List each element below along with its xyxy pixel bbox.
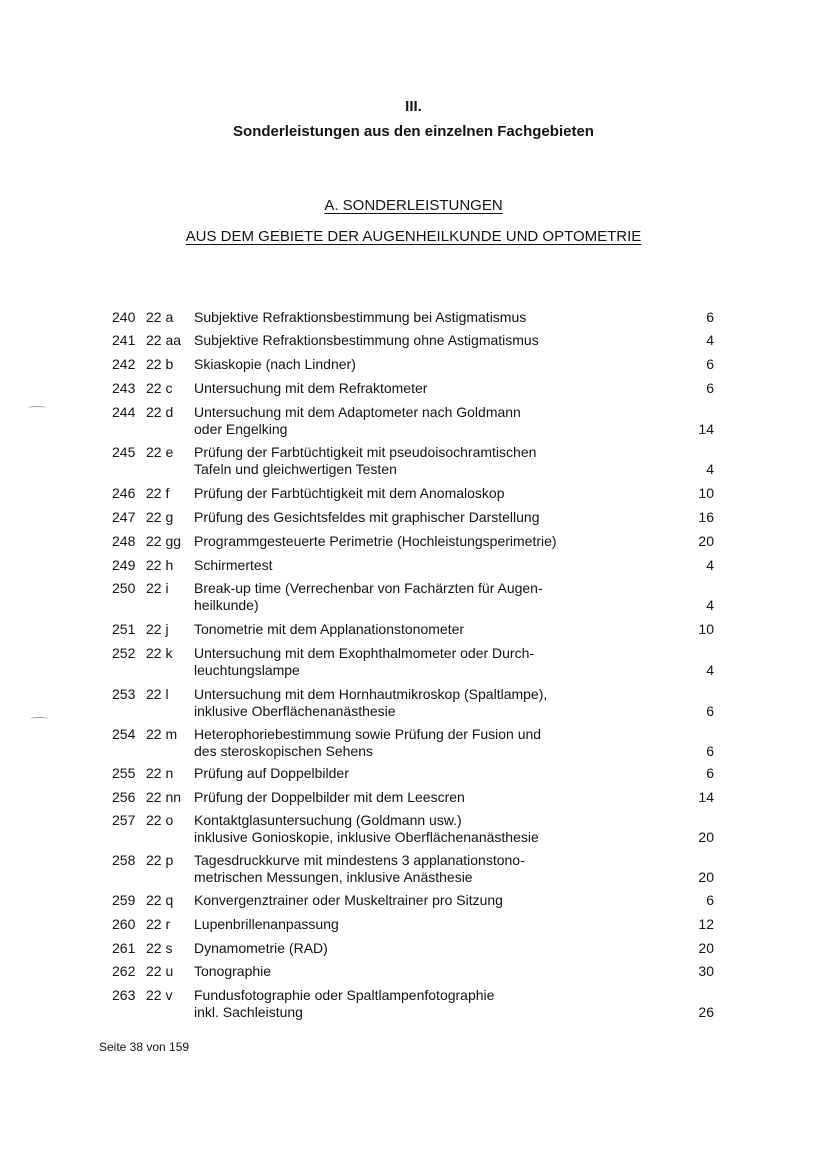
entry-code: 22 m [146,726,178,742]
entry-description-line: des steroskopischen Sehens [194,743,373,759]
entry-code: 22 f [146,485,170,501]
entry-description-line: Break-up time (Verrechenbar von Fachärzten für Augen- [194,580,543,596]
entry-description-line: Tagesdruckkurve mit mindestens 3 applanationstono- [194,852,525,868]
entry-description-line: Kontaktglasuntersuchung (Goldmann usw.) [194,812,462,828]
entry-description [194,332,664,349]
entry-points: 4 [706,332,714,348]
entry-description-line: Prüfung auf Doppelbilder [194,765,349,781]
entry-description-line: Fundusfotographie oder Spaltlampenfotographie [194,987,495,1003]
entry-number: 240 [112,309,136,325]
entry-number: 258 [112,852,136,868]
entry-code: 22 nn [146,789,182,805]
entry-description [194,557,664,574]
entry-description-line: Subjektive Refraktionsbestimmung ohne Astigmatismus [194,332,539,348]
entry-number: 241 [112,332,136,348]
entry-code: 22 h [146,557,174,573]
entry-description-line: Tonographie [194,963,272,979]
page-footer: Seite 38 von 159 [99,1040,190,1054]
entry-code: 22 i [146,580,169,596]
entry-code: 22 b [146,356,174,372]
section-title: Sonderleistungen aus den einzelnen Fachgebieten [233,123,594,140]
entry-points: 6 [706,309,714,325]
entry-code: 22 p [146,852,174,868]
section-roman-numeral: III. [405,98,422,115]
entry-number: 255 [112,765,136,781]
entry-description [194,963,664,980]
entry-points: 6 [706,765,714,781]
entry-description [194,726,664,760]
entry-points: 6 [706,380,714,396]
entry-description [194,404,664,438]
entry-code: 22 u [146,963,174,979]
entry-points: 4 [706,461,714,477]
entry-points: 14 [698,421,714,437]
subsection-title-line-1 [0,197,827,215]
entry-description-line: Skiaskopie (nach Lindner) [194,356,356,372]
entry-description-line: Schirmertest [194,557,273,573]
entry-code: 22 g [146,509,174,525]
subsection-title-line-1-text: A. SONDERLEISTUNGEN [324,197,503,214]
entry-number: 250 [112,580,136,596]
entry-description-line: inklusive Oberflächenanästhesie [194,703,396,719]
entry-description-line: Heterophoriebestimmung sowie Prüfung der Fusion und [194,726,542,742]
entry-description [194,892,664,909]
entry-description-line: heilkunde) [194,597,259,613]
subsection-title-line-2-text: AUS DEM GEBIETE DER AUGENHEILKUNDE UND OPTOMETRIE [185,228,642,245]
entry-number: 253 [112,686,136,702]
entry-code: 22 n [146,765,174,781]
entry-description-line: Untersuchung mit dem Hornhautmikroskop (Spaltlampe), [194,686,548,702]
entry-description-line: Untersuchung mit dem Exophthalmometer oder Durch- [194,645,535,661]
entry-code: 22 r [146,916,171,932]
entry-code: 22 c [146,380,173,396]
entry-description [194,645,664,679]
entry-number: 243 [112,380,136,396]
entry-description [194,485,664,502]
entry-points: 20 [698,829,714,845]
entry-number: 242 [112,356,136,372]
entry-description [194,509,664,526]
entry-code: 22 aa [146,332,182,348]
entry-number: 244 [112,404,136,420]
entry-points: 20 [698,869,714,885]
entry-description [194,789,664,806]
entry-code: 22 v [146,987,173,1003]
entry-description-line: inklusive Gonioskopie, inklusive Oberflächenanästhesie [194,829,539,845]
entry-description [194,686,664,720]
entry-points: 6 [706,892,714,908]
entry-number: 260 [112,916,136,932]
entry-description-line: Konvergenztrainer oder Muskeltrainer pro Sitzung [194,892,503,908]
entry-number: 254 [112,726,136,742]
entry-number: 256 [112,789,136,805]
entry-number: 252 [112,645,136,661]
entry-code: 22 q [146,892,174,908]
entry-points: 20 [698,940,714,956]
entry-code: 22 k [146,645,173,661]
entry-code: 22 gg [146,533,182,549]
entry-description-line: inkl. Sachleistung [194,1004,303,1020]
entry-points: 12 [698,916,714,932]
entry-description-line: Prüfung des Gesichtsfeldes mit graphischer Darstellung [194,509,540,525]
entry-description-line: metrischen Messungen, inklusive Anästhesie [194,869,473,885]
entry-points: 10 [698,621,714,637]
entry-points: 4 [706,662,714,678]
entry-description-line: Prüfung der Farbtüchtigkeit mit pseudoisochramtischen [194,444,537,460]
entry-points: 6 [706,743,714,759]
entry-code: 22 l [146,686,169,702]
entry-points: 6 [706,356,714,372]
entry-number: 248 [112,533,136,549]
entry-number: 257 [112,812,136,828]
entry-description [194,580,664,614]
entry-description-line: Subjektive Refraktionsbestimmung bei Astigmatismus [194,309,527,325]
entry-code: 22 d [146,404,174,420]
entry-description-line: leuchtungslampe [194,662,300,678]
entry-points: 14 [698,789,714,805]
entry-points: 4 [706,597,714,613]
entry-number: 246 [112,485,136,501]
entry-code: 22 o [146,812,174,828]
entry-description-line: Untersuchung mit dem Adaptometer nach Goldmann [194,404,521,420]
entry-description [194,356,664,373]
entry-number: 263 [112,987,136,1003]
entry-description [194,621,664,638]
entry-description-line: Prüfung der Farbtüchtigkeit mit dem Anomaloskop [194,485,505,501]
entry-description [194,940,664,957]
entry-number: 259 [112,892,136,908]
entry-description [194,812,664,846]
entry-points: 16 [698,509,714,525]
entry-description [194,380,664,397]
entry-description-line: Tafeln und gleichwertigen Testen [194,461,397,477]
entry-description [194,444,664,478]
entry-description-line: Lupenbrillenanpassung [194,916,339,932]
subsection-title-line-2 [0,228,827,246]
entry-points: 6 [706,703,714,719]
entry-code: 22 e [146,444,174,460]
entry-number: 261 [112,940,136,956]
entry-number: 245 [112,444,136,460]
entry-description-line: Tonometrie mit dem Applanationstonometer [194,621,465,637]
entry-description-line: Prüfung der Doppelbilder mit dem Leescren [194,789,465,805]
entry-description-line: oder Engelking [194,421,288,437]
entry-description [194,852,664,886]
entry-description [194,533,664,550]
entry-description [194,765,664,782]
entry-number: 262 [112,963,136,979]
entry-number: 251 [112,621,136,637]
entry-description-line: Dynamometrie (RAD) [194,940,328,956]
scan-mark-2 [30,717,48,721]
entry-code: 22 j [146,621,169,637]
entry-description-line: Untersuchung mit dem Refraktometer [194,380,428,396]
entry-code: 22 a [146,309,174,325]
scan-mark-1 [28,406,46,410]
entry-description [194,987,664,1021]
entry-number: 247 [112,509,136,525]
entry-points: 30 [698,963,714,979]
entry-description-line: Programmgesteuerte Perimetrie (Hochleistungsperimetrie) [194,533,557,549]
entry-description [194,916,664,933]
entry-points: 4 [706,557,714,573]
entry-points: 26 [698,1004,714,1020]
entry-points: 20 [698,533,714,549]
entry-code: 22 s [146,940,173,956]
entry-points: 10 [698,485,714,501]
entry-description [194,309,664,326]
entry-number: 249 [112,557,136,573]
